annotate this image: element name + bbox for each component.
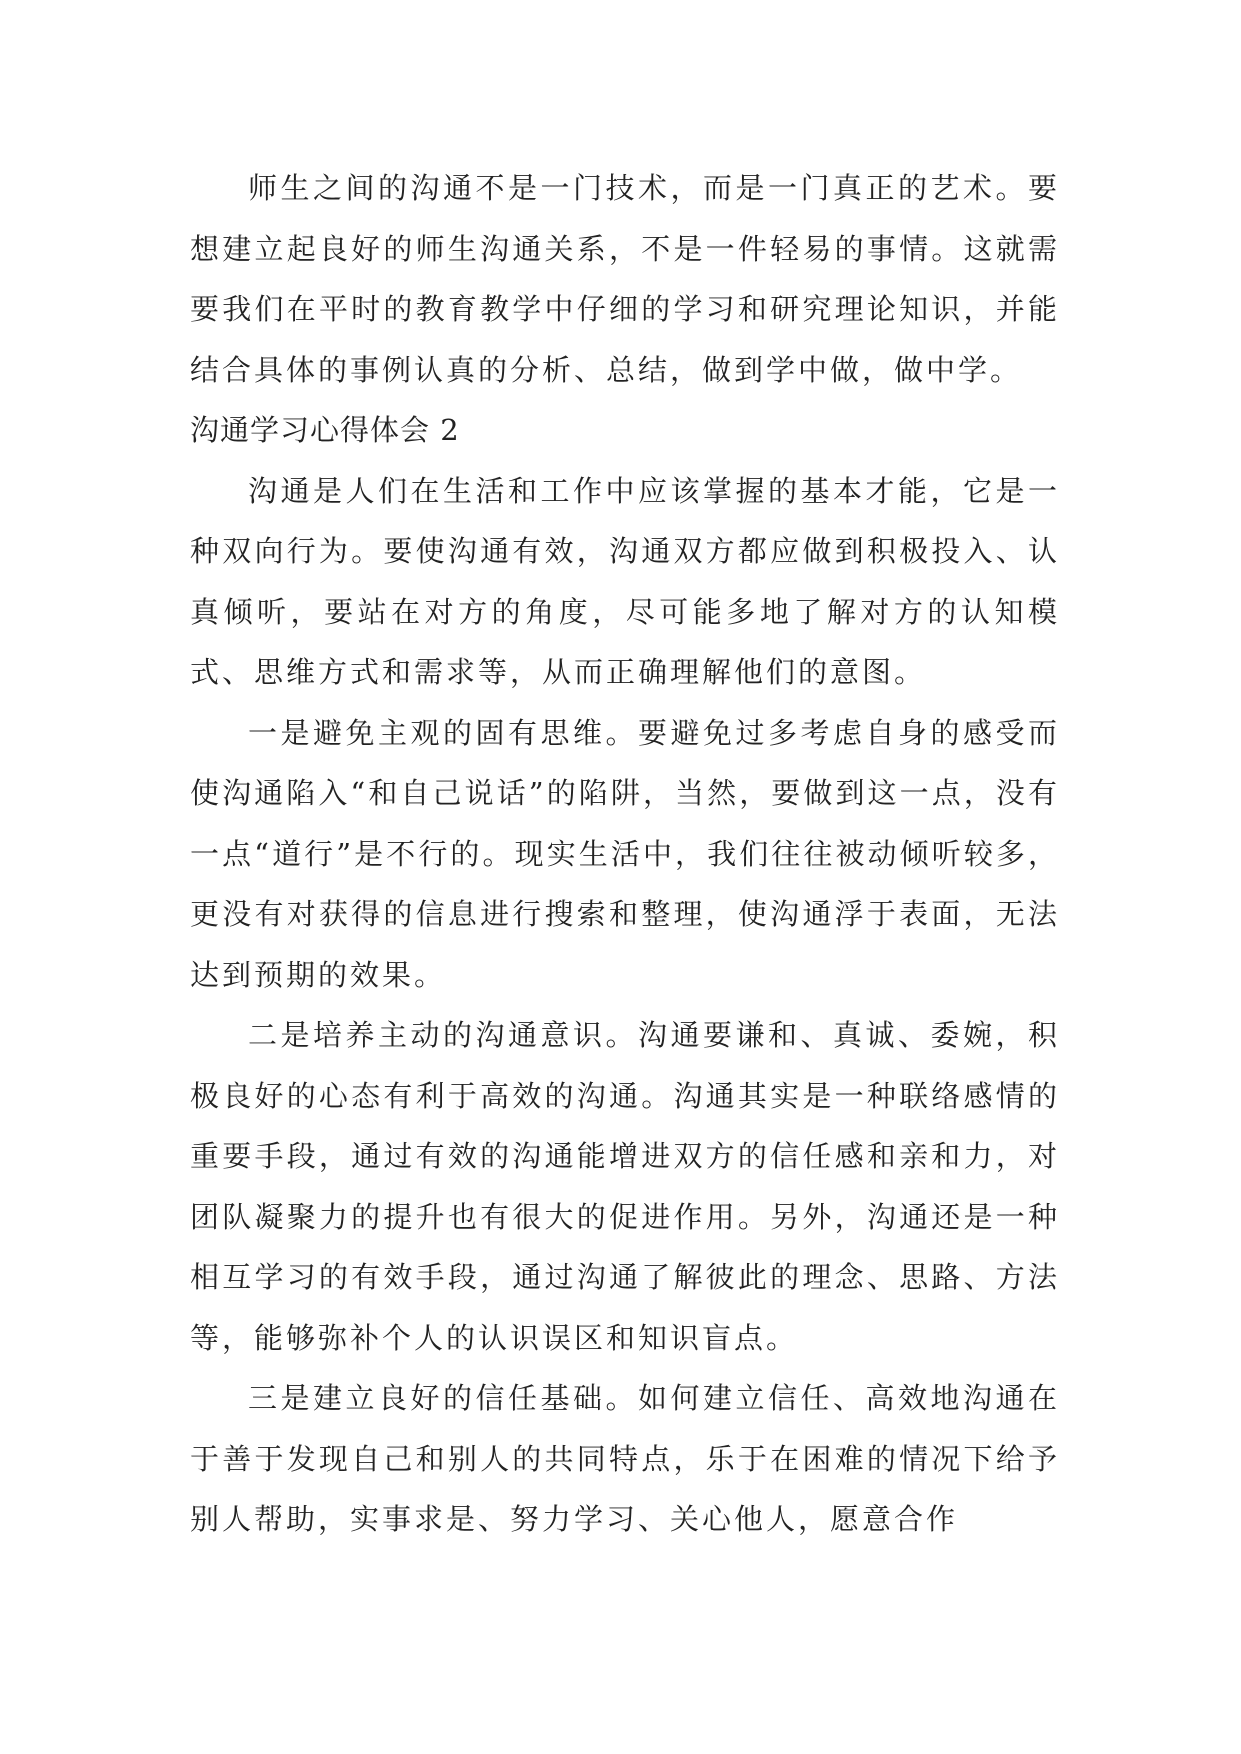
- document-body: [190, 158, 1060, 1550]
- paragraph-point-three: 三是建立良好的信任基础。如何建立信任、高效地沟通在于善于发现自己和别人的共同特点，乐于在困难的情况下给予别人帮助，实事求是、努力学习、关心他人，愿意合作: [190, 1381, 1060, 1536]
- paragraph-communication-art: 师生之间的沟通不是一门技术，而是一门真正的艺术。要想建立起良好的师生沟通关系，不是一件轻易的事情。这就需要我们在平时的教育教学中仔细的学习和研究理论知识，并能结合具体的事例认真的分析、总结，做到学中做，做中学。: [190, 171, 1060, 387]
- section-heading: 沟通学习心得体会 2: [190, 413, 460, 447]
- paragraph-point-two: 二是培养主动的沟通意识。沟通要谦和、真诚、委婉，积极良好的心态有利于高效的沟通。沟通其实是一种联络感情的重要手段，通过有效的沟通能增进双方的信任感和亲和力，对团队凝聚力的提升也有很大的促进作用。另外，沟通还是一种相互学习的有效手段，通过沟通了解彼此的理念、思路、方法等，能够弥补个人的认识误区和知识盲点。: [190, 1018, 1060, 1355]
- paragraph-point-one: 一是避免主观的固有思维。要避免过多考虑自身的感受而使沟通陷入“和自己说话”的陷阱，当然，要做到这一点，没有一点“道行”是不行的。现实生活中，我们往往被动倾听较多，更没有对获得的信息进行搜索和整理，使沟通浮于表面，无法达到预期的效果。: [190, 715, 1060, 992]
- paragraph-communication-skill: 沟通是人们在生活和工作中应该掌握的基本才能，它是一种双向行为。要使沟通有效，沟通双方都应做到积极投入、认真倾听，要站在对方的角度，尽可能多地了解对方的认知模式、思维方式和需求等，从而正确理解他们的意图。: [190, 473, 1060, 689]
